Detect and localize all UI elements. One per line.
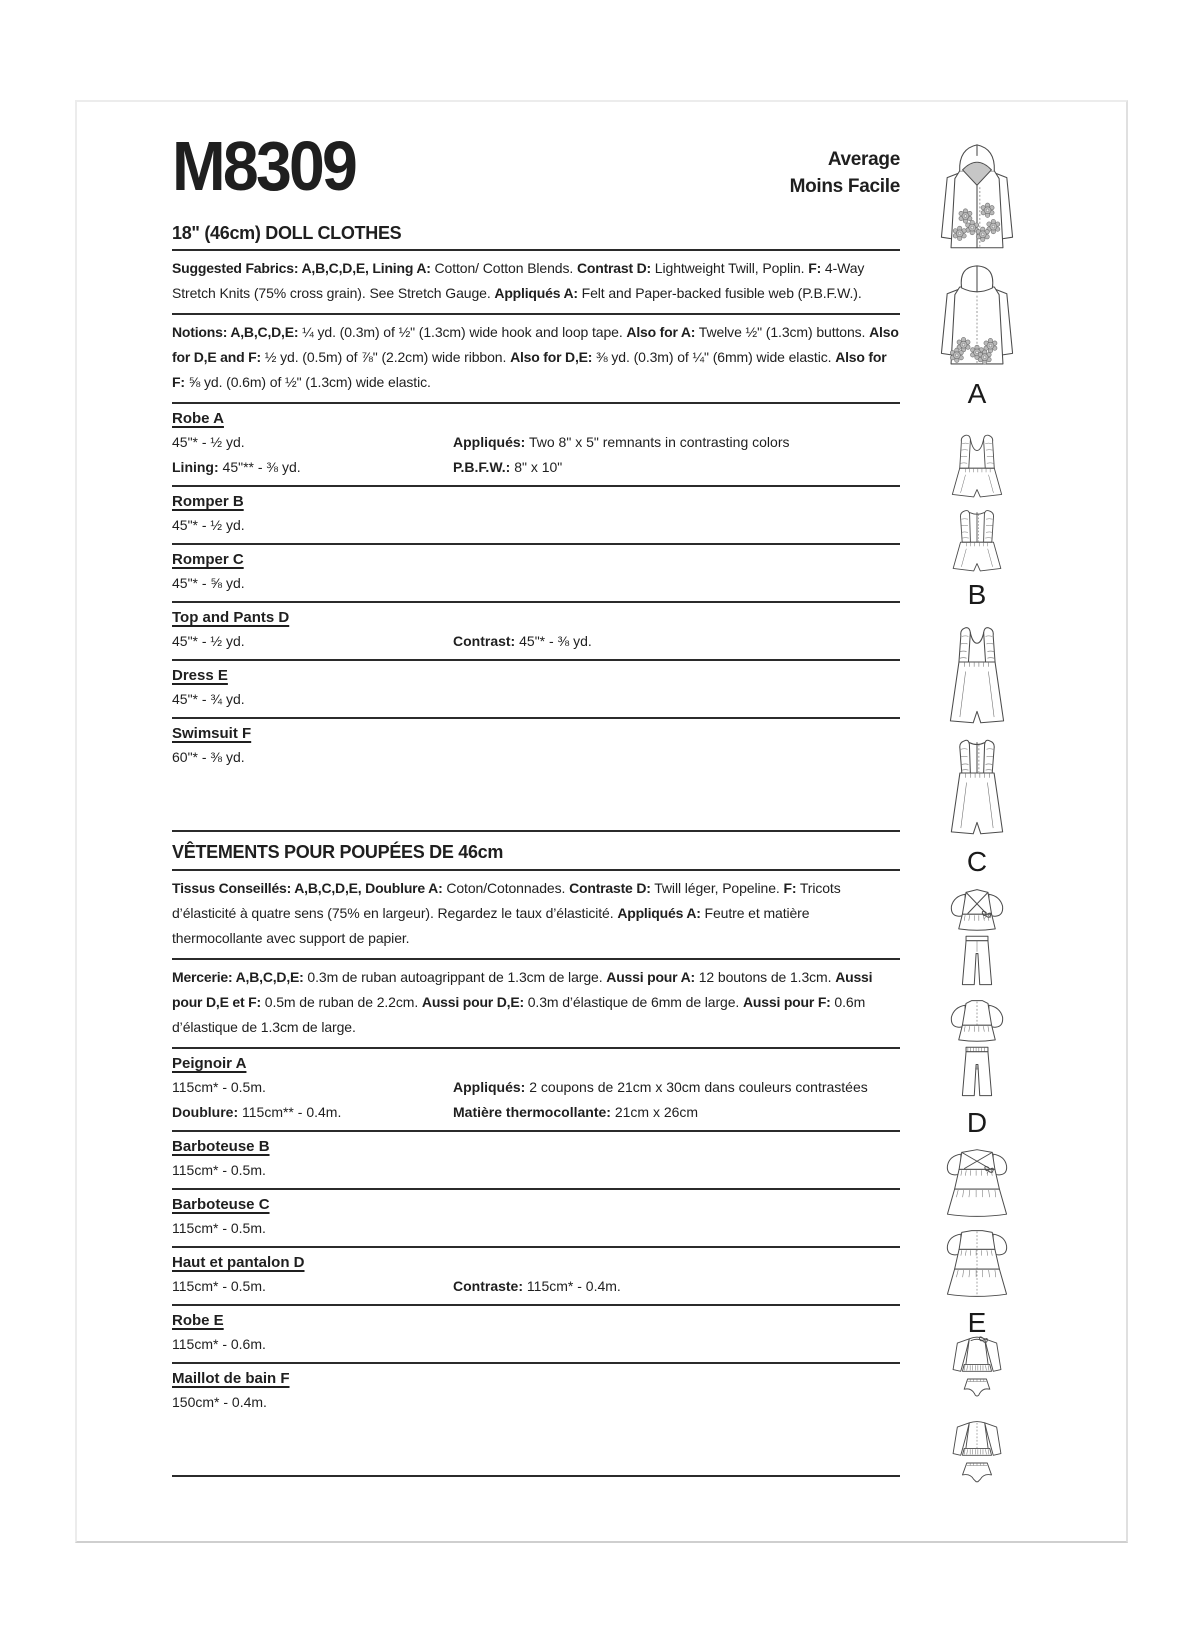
text-segment: Appliqués: <box>453 1079 526 1095</box>
text-segment: Aussi pour F: <box>743 994 831 1010</box>
text-segment: Mercerie: A,B,C,D,E: <box>172 969 304 985</box>
yardage-right <box>453 629 900 654</box>
text-segment: 115cm* - 0.5m. <box>172 1079 266 1095</box>
text-segment: Lightweight Twill, Poplin. <box>651 260 809 276</box>
text-segment: Also for F: <box>172 349 887 390</box>
yardage-left <box>172 571 453 596</box>
garment-c-front-drawing <box>939 624 1015 730</box>
garment-name: Haut et pantalon D <box>172 1254 305 1271</box>
garment-section <box>172 603 900 661</box>
figure-label-e: E <box>967 1306 987 1338</box>
text-segment: Felt and Paper-backed fusible web (P.B.F.W.). <box>577 285 862 301</box>
garment-name: Swimsuit F <box>172 725 252 742</box>
text-column <box>172 102 900 1477</box>
text-segment: Also for D,E and F: <box>172 324 899 365</box>
garment-b-front-drawing <box>940 432 1014 501</box>
garment-section <box>172 661 900 719</box>
garment-section <box>172 545 900 603</box>
text-segment: ⅜ yd. (0.3m) of ¼" (6mm) wide elastic. <box>592 349 836 365</box>
garment-name: Top and Pants D <box>172 609 290 626</box>
text-segment: 45"* - ½ yd. <box>172 517 245 533</box>
yardage-left <box>172 1100 453 1125</box>
figure-label-b: B <box>967 579 987 611</box>
text-segment: 45"* - ½ yd. <box>172 434 245 450</box>
yardage-left <box>172 1274 453 1299</box>
text-segment: 12 boutons de 1.3cm. <box>694 969 836 985</box>
garment-section <box>172 404 900 487</box>
garment-e-back-drawing <box>934 1227 1020 1302</box>
pattern-number: M8309 <box>172 127 356 205</box>
text-segment: Doublure: <box>172 1104 239 1120</box>
french-notions-paragraph <box>172 960 900 1049</box>
yardage-left <box>172 1332 453 1357</box>
text-segment: Feutre et matière thermocollante avec support de papier. <box>172 905 810 946</box>
yardage-row <box>172 1100 900 1125</box>
garment-section <box>172 1049 900 1132</box>
header <box>172 102 900 216</box>
garment-name: Maillot de bain F <box>172 1370 290 1387</box>
text-segment: F: <box>808 260 822 276</box>
text-segment: Lining: <box>172 459 219 475</box>
text-segment: 8" x 10" <box>510 459 563 475</box>
french-garment-list <box>172 1049 900 1477</box>
text-segment: Twelve ½" (1.3cm) buttons. <box>695 324 870 340</box>
garment-section <box>172 1190 900 1248</box>
garment-name: Peignoir A <box>172 1055 247 1072</box>
yardage-right <box>453 430 900 455</box>
text-segment: Tricots d’élasticité à quatre sens (75% en largeur). Regardez le taux d’élasticité. <box>172 880 841 921</box>
text-segment: 45"* - ⅝ yd. <box>172 575 245 591</box>
yardage-row <box>172 430 900 455</box>
garment-f-back-drawing <box>936 1416 1018 1495</box>
text-segment: Appliqués A: <box>617 905 701 921</box>
text-segment: Contrast: <box>453 633 516 649</box>
text-segment: 45"* - ⅜ yd. <box>515 633 592 649</box>
english-garment-list <box>172 404 900 832</box>
text-segment: Contraste D: <box>569 880 651 896</box>
text-segment: Aussi pour D,E et F: <box>172 969 873 1010</box>
yardage-left <box>172 430 453 455</box>
yardage-left <box>172 687 453 712</box>
garment-name: Robe A <box>172 410 224 427</box>
yardage-row <box>172 745 900 770</box>
text-segment: Also for D,E: <box>510 349 593 365</box>
text-segment: Notions: A,B,C,D,E: <box>172 324 299 340</box>
yardage-left <box>172 455 453 480</box>
text-segment: Tissus Conseillés: A,B,C,D,E, Doublure A: <box>172 880 443 896</box>
text-segment: 21cm x 26cm <box>610 1104 699 1120</box>
garment-e-front-drawing <box>934 1147 1020 1222</box>
yardage-left <box>172 1075 453 1100</box>
figure-garment-d <box>877 886 1077 1138</box>
text-segment: P.B.F.W.: <box>453 459 511 475</box>
text-segment: 115cm* - 0.5m. <box>172 1162 266 1178</box>
yardage-right <box>453 1274 900 1299</box>
text-segment: F: <box>783 880 797 896</box>
yardage-left <box>172 745 453 770</box>
yardage-left <box>172 629 453 654</box>
yardage-row <box>172 629 900 654</box>
figure-garment-a <box>877 142 1077 409</box>
text-segment: 2 coupons de 21cm x 30cm dans couleurs contrastées <box>525 1079 868 1095</box>
text-segment: ⅝ yd. (0.6m) of ½" (1.3cm) wide elastic. <box>184 374 431 390</box>
figure-garment-c <box>877 624 1077 877</box>
garment-name: Barboteuse C <box>172 1196 270 1213</box>
text-segment: 4-Way Stretch Knits (75% cross grain). See Stretch Gauge. <box>172 260 865 301</box>
yardage-right <box>453 1075 900 1100</box>
text-segment: Suggested Fabrics: A,B,C,D,E, Lining A: <box>172 260 431 276</box>
english-fabrics-paragraph <box>172 251 900 315</box>
garment-section <box>172 1132 900 1190</box>
figure-garment-f <box>877 1332 1077 1499</box>
garment-section <box>172 1364 900 1477</box>
text-segment: 115cm* - 0.5m. <box>172 1278 266 1294</box>
french-fabrics-paragraph <box>172 871 900 960</box>
garment-f-front-drawing <box>936 1332 1018 1411</box>
garment-name: Romper C <box>172 551 244 568</box>
difficulty-en: Average <box>827 149 900 170</box>
text-segment: 115cm* - 0.5m. <box>172 1220 266 1236</box>
yardage-row <box>172 1390 900 1415</box>
yardage-right <box>453 455 900 480</box>
text-segment: ¼ yd. (0.3m) of ½" (1.3cm) wide hook and loop tape. <box>298 324 627 340</box>
garment-d-front-drawing <box>935 886 1019 992</box>
garment-name: Romper B <box>172 493 244 510</box>
yardage-left <box>172 1390 453 1415</box>
yardage-row <box>172 513 900 538</box>
garment-section <box>172 1248 900 1306</box>
text-segment: 150cm* - 0.4m. <box>172 1394 267 1410</box>
yardage-row <box>172 1158 900 1183</box>
english-title: 18" (46cm) DOLL CLOTHES <box>172 222 900 251</box>
yardage-left <box>172 1158 453 1183</box>
text-segment: Matière thermocollante: <box>453 1104 611 1120</box>
pattern-envelope-back <box>75 100 1128 1543</box>
figure-label-d: D <box>966 1106 988 1138</box>
text-segment: Two 8" x 5" remnants in contrasting colors <box>525 434 790 450</box>
text-segment: Coton/Cotonnades. <box>442 880 570 896</box>
text-segment: Also for A: <box>626 324 696 340</box>
garment-section <box>172 487 900 545</box>
figure-garment-b <box>877 432 1077 610</box>
text-segment: Appliqués: <box>453 434 526 450</box>
text-segment: ½ yd. (0.5m) of ⅞" (2.2cm) wide ribbon. <box>260 349 511 365</box>
text-segment: Contrast D: <box>576 260 652 276</box>
yardage-left <box>172 1216 453 1241</box>
english-notions-paragraph <box>172 315 900 404</box>
text-segment: Contraste: <box>453 1278 524 1294</box>
text-segment: 0.3m d’élastique de 6mm de large. <box>523 994 744 1010</box>
text-segment: 115cm** - 0.4m. <box>238 1104 342 1120</box>
text-segment: Twill léger, Popeline. <box>650 880 784 896</box>
garment-a-front-drawing <box>927 142 1027 257</box>
text-segment: 0.3m de ruban autoagrippant de 1.3cm de large. <box>303 969 607 985</box>
garment-section <box>172 1306 900 1364</box>
garment-name: Dress E <box>172 667 228 684</box>
text-segment: 60"* - ⅜ yd. <box>172 749 245 765</box>
garment-c-back-drawing <box>939 735 1015 841</box>
french-title: VÊTEMENTS POUR POUPÉES DE 46cm <box>172 832 900 871</box>
garment-name: Barboteuse B <box>172 1138 270 1155</box>
text-segment: 0.6m d’élastique de 1.3cm de large. <box>172 994 866 1035</box>
yardage-left <box>172 513 453 538</box>
yardage-row <box>172 687 900 712</box>
yardage-row <box>172 571 900 596</box>
text-segment: 115cm* - 0.6m. <box>172 1336 266 1352</box>
yardage-row <box>172 1075 900 1100</box>
text-segment: Aussi pour A: <box>606 969 695 985</box>
figure-garment-e <box>877 1147 1077 1338</box>
text-segment: Aussi pour D,E: <box>421 994 524 1010</box>
text-segment: 45"* - ½ yd. <box>172 633 245 649</box>
difficulty-fr: Moins Facile <box>789 176 900 197</box>
garment-section <box>172 719 900 832</box>
yardage-right <box>453 1100 900 1125</box>
text-segment: 0.5m de ruban de 2.2cm. <box>260 994 422 1010</box>
text-segment: 45"** - ⅜ yd. <box>218 459 301 475</box>
figure-label-c: C <box>966 845 988 877</box>
text-segment: Appliqués A: <box>494 285 578 301</box>
garment-d-back-drawing <box>935 997 1019 1103</box>
yardage-row <box>172 1274 900 1299</box>
yardage-row <box>172 455 900 480</box>
text-segment: 45"* - ¾ yd. <box>172 691 245 707</box>
yardage-row <box>172 1216 900 1241</box>
garment-a-back-drawing <box>927 262 1027 374</box>
text-segment: Cotton/ Cotton Blends. <box>430 260 577 276</box>
garment-name: Robe E <box>172 1312 224 1329</box>
text-segment: 115cm* - 0.4m. <box>523 1278 621 1294</box>
garment-b-back-drawing <box>940 506 1014 575</box>
figure-label-a: A <box>967 377 987 409</box>
yardage-row <box>172 1332 900 1357</box>
